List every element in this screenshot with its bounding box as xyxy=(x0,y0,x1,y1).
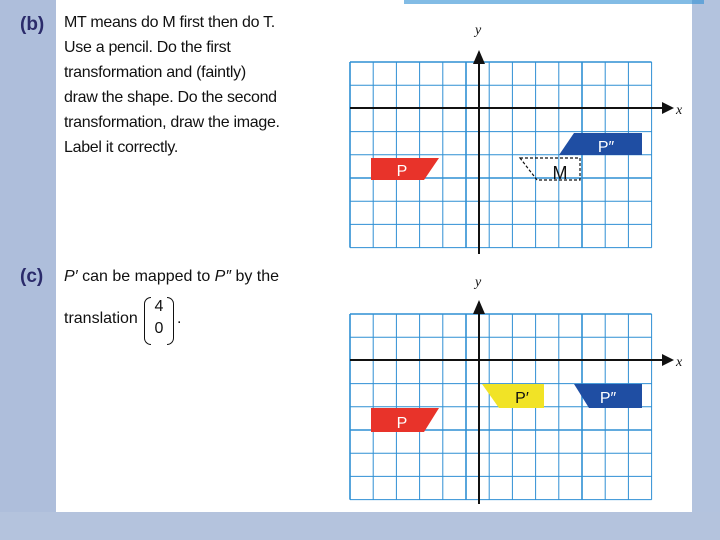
graph-b xyxy=(344,18,684,258)
part-b-line-6: Label it correctly. xyxy=(64,139,179,156)
vector-bottom: 0 xyxy=(154,320,164,337)
part-c-text-end: by the xyxy=(231,268,280,285)
part-b-line-2: Use a pencil. Do the first xyxy=(64,39,231,56)
p-prime-text: P′ xyxy=(64,268,78,285)
graph-b-y-arrow xyxy=(473,50,485,64)
graph-c-x-label: x xyxy=(676,355,683,370)
vector-top: 4 xyxy=(154,298,164,315)
part-b-instructions xyxy=(64,10,280,160)
part-c-label: (c) xyxy=(20,266,44,287)
part-b-line-1: MT means do M first then do T. xyxy=(64,14,275,31)
part-b-line-4: draw the shape. Do the second xyxy=(64,89,277,106)
graph-b-shape-m-outline xyxy=(520,158,580,180)
p-double-prime-text: P″ xyxy=(214,268,231,285)
graph-b-label-p: P xyxy=(396,163,408,180)
graph-c-label-p-prime: P′ xyxy=(515,390,529,407)
vector-period: . xyxy=(177,310,182,327)
part-c-line-2: translation xyxy=(64,310,138,327)
part-b-label: (b) xyxy=(20,14,45,35)
previous-grid-edge xyxy=(404,0,704,4)
part-b-line-3: transformation and (faintly) xyxy=(64,64,246,81)
graph-c-y-arrow xyxy=(473,300,485,314)
graph-c-shape-p-prime xyxy=(482,384,544,408)
graph-c-y-label: y xyxy=(475,275,482,290)
graph-b-x-label: x xyxy=(676,103,683,118)
graph-b-x-arrow xyxy=(662,102,674,114)
worksheet-page xyxy=(20,0,692,512)
graph-b-label-m: M xyxy=(552,163,568,183)
right-page-edge xyxy=(692,0,720,540)
bottom-page-edge xyxy=(0,512,720,540)
graph-c-label-p: P xyxy=(396,415,408,432)
part-c-text-mid: can be mapped to xyxy=(77,268,215,285)
graph-c xyxy=(344,268,684,508)
graph-c-label-p-double-prime: P″ xyxy=(599,390,617,407)
part-b-line-5: transformation, draw the image. xyxy=(64,114,280,131)
vector-right-bracket xyxy=(167,297,174,345)
graph-c-x-arrow xyxy=(662,354,674,366)
graph-b-label-p-double-prime: P″ xyxy=(597,139,615,156)
graph-b-y-label: y xyxy=(475,23,482,38)
part-c-line-1 xyxy=(64,268,279,286)
